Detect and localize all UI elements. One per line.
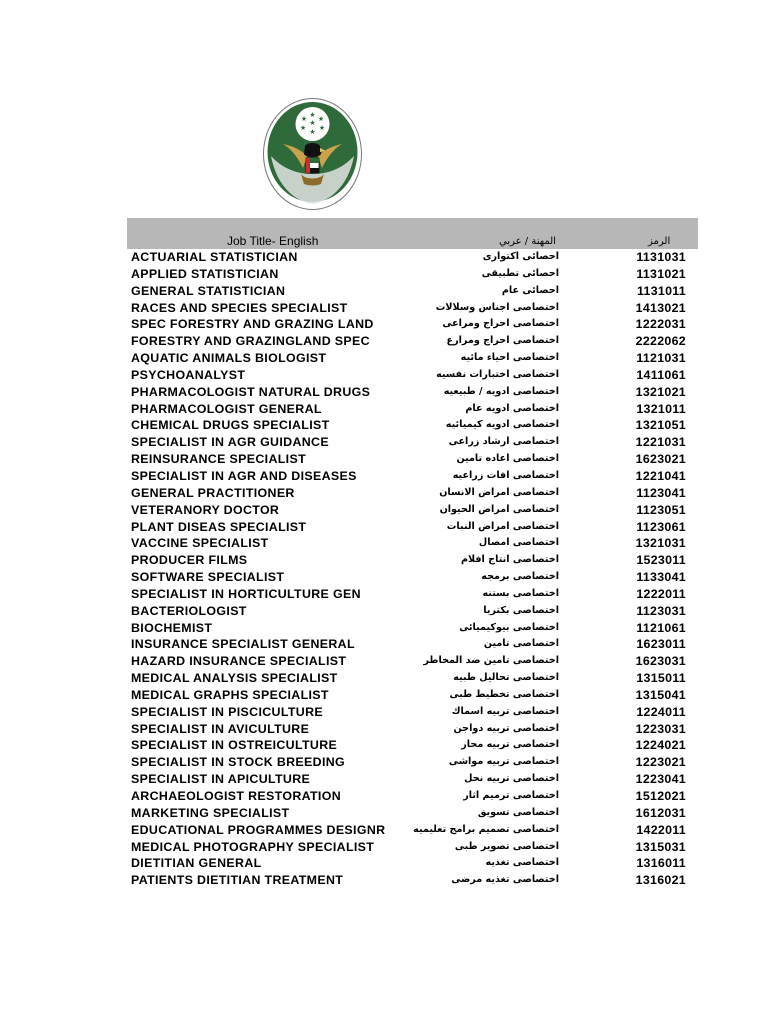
job-title-english: MEDICAL GRAPHS SPECIALIST [131, 687, 329, 702]
job-title-english: PLANT DISEAS SPECIALIST [131, 519, 307, 534]
table-row [127, 485, 698, 502]
job-title-arabic: اختصاصى ادويه كيميائيه [445, 419, 559, 431]
table-row [127, 519, 698, 536]
job-code: 2222062 [635, 334, 686, 349]
job-title-english: SPECIALIST IN PISCICULTURE [131, 704, 323, 719]
job-code: 1321011 [636, 401, 686, 416]
job-title-arabic: اختصاصى احياء مائيه [460, 352, 559, 364]
job-title-arabic: اختصاصى بستنه [482, 587, 559, 599]
job-title-english: HAZARD INSURANCE SPECIALIST [131, 654, 347, 669]
job-title-english: SPECIALIST IN AGR GUIDANCE [131, 435, 329, 450]
job-title-english: CHEMICAL DRUGS SPECIALIST [131, 418, 330, 433]
job-title-english: SOFTWARE SPECIALIST [131, 570, 285, 585]
job-code: 1131031 [636, 250, 686, 264]
job-title-arabic: اختصاصى امصال [478, 537, 559, 549]
svg-text:★: ★ [309, 119, 316, 127]
job-title-english: BIOCHEMIST [131, 620, 213, 635]
job-title-arabic: اختصاصى تصميم برامج تعليميه [413, 823, 559, 835]
job-code: 1133041 [636, 570, 686, 585]
table-row [127, 721, 698, 738]
job-title-arabic: اختصاصى تامين ضد المخاطر [423, 655, 559, 667]
job-title-english: GENERAL STATISTICIAN [131, 283, 286, 298]
job-title-english: SPECIALIST IN STOCK BREEDING [131, 755, 346, 770]
table-row [127, 754, 698, 771]
job-title-arabic: اختصاصى تربيه مواشى [448, 756, 559, 768]
table-row [127, 333, 698, 350]
job-title-english: SPECIALIST IN AGR AND DISEASES [131, 468, 357, 483]
table-row [127, 266, 698, 283]
job-title-english: PATIENTS DIETITIAN TREATMENT [131, 873, 344, 888]
job-title-arabic: اختصاصى تسويق [477, 806, 559, 818]
table-row [127, 350, 698, 367]
job-code: 1623031 [635, 654, 686, 669]
job-code: 1623011 [636, 637, 686, 652]
job-title-english: PSYCHOANALYST [131, 367, 246, 382]
job-title-arabic: اختصاصى برمجه [481, 571, 559, 583]
job-code: 1623021 [635, 452, 686, 467]
table-row [127, 687, 698, 704]
table-row [127, 653, 698, 670]
job-title-arabic: احصائى تطبيقى [481, 267, 559, 279]
table-header [127, 218, 698, 249]
table-row [127, 822, 698, 839]
job-code: 1321031 [635, 536, 686, 551]
job-code: 1121061 [636, 620, 686, 635]
eagle-head [304, 143, 321, 157]
job-title-arabic: اختصاصى تصوير طبى [454, 840, 559, 852]
job-code: 1223031 [635, 721, 686, 736]
job-title-arabic: اختصاصى تربيه نحل [464, 773, 559, 785]
job-title-english: ARCHAEOLOGIST RESTORATION [131, 789, 341, 803]
table-row [127, 401, 698, 418]
job-title-arabic: اختصاصى افات زراعيه [452, 469, 559, 481]
job-title-english: MEDICAL ANALYSIS SPECIALIST [131, 671, 338, 686]
table-row [127, 283, 698, 300]
job-title-english: APPLIED STATISTICIAN [131, 266, 279, 281]
table-row [127, 552, 698, 569]
job-title-arabic: اختصاصى تربيه اسماك [451, 705, 559, 717]
table-row [127, 737, 698, 754]
table-row [127, 620, 698, 637]
job-title-arabic: اختصاصى تحاليل طبيه [453, 672, 559, 684]
job-title-arabic: اختصاصى اختبارات نفسيه [436, 368, 559, 380]
header-code: الرمز [648, 236, 671, 247]
svg-text:★: ★ [309, 111, 316, 119]
job-code: 1223041 [635, 772, 686, 787]
job-title-arabic: اختصاصى امراض الحيوان [439, 503, 559, 515]
job-title-english: VETERANORY DOCTOR [131, 502, 280, 517]
job-title-english: SPEC FORESTRY AND GRAZING LAND [131, 317, 374, 332]
job-title-arabic: اختصاصى تربيه محار [461, 739, 559, 751]
table-row [127, 805, 698, 822]
table-row [127, 788, 698, 805]
table-row [127, 249, 698, 266]
header-english: Job Title- English [227, 234, 319, 248]
job-code: 1523011 [636, 553, 686, 568]
job-code: 1413021 [635, 300, 686, 315]
job-title-english: GENERAL PRACTITIONER [131, 485, 295, 500]
job-title-arabic: اختصاصى ترميم اثار [463, 790, 559, 801]
job-code: 1321051 [635, 418, 686, 433]
job-title-arabic: احصائى اكتوارى [482, 251, 559, 262]
job-code: 1121031 [636, 351, 686, 366]
job-title-english: MARKETING SPECIALIST [131, 805, 290, 820]
job-title-arabic: اختصاصى تامين [483, 638, 559, 650]
table-row [127, 872, 698, 889]
job-code: 1123051 [636, 502, 686, 517]
job-title-arabic: اختصاصى تخطيط طبى [449, 688, 559, 700]
job-code: 1411061 [636, 367, 686, 382]
job-title-arabic: اختصاصى امراض الانسان [439, 486, 559, 498]
table-row [127, 704, 698, 721]
job-title-arabic: اختصاصى بيوكيميائى [459, 621, 559, 633]
job-code: 1123041 [636, 485, 686, 500]
header-arabic: المهنة / عربي [499, 236, 556, 247]
job-title-arabic: اختصاصى امراض النبات [446, 520, 559, 532]
job-code: 1224021 [635, 738, 686, 753]
table-row [127, 367, 698, 384]
job-title-english: AQUATIC ANIMALS BIOLOGIST [131, 351, 327, 366]
table-row [127, 316, 698, 333]
job-code: 1512021 [635, 789, 686, 803]
job-title-arabic: اختصاصى ادويه عام [465, 402, 559, 414]
table-row [127, 468, 698, 485]
job-title-arabic: احصائى عام [501, 284, 559, 296]
job-title-english: SPECIALIST IN APICULTURE [131, 772, 311, 787]
table-row [127, 839, 698, 856]
table-row [127, 569, 698, 586]
table-row [127, 771, 698, 788]
job-code: 1315011 [636, 671, 686, 686]
table-row [127, 855, 698, 872]
svg-text:★: ★ [309, 128, 316, 136]
job-title-english: PHARMACOLOGIST NATURAL DRUGS [131, 384, 371, 399]
job-title-arabic: اختصاصى ارشاد زراعى [448, 436, 559, 448]
table-row [127, 384, 698, 401]
table-body [127, 249, 698, 889]
table-row [127, 451, 698, 468]
job-title-arabic: اختصاصى ادويه / طبيعيه [443, 385, 559, 397]
svg-text:★: ★ [300, 115, 308, 123]
job-title-arabic: اختصاصى تغذيه [485, 857, 559, 869]
eagle-emblem-icon [263, 98, 362, 210]
job-code: 1315031 [635, 839, 686, 854]
job-title-arabic: اختصاصى اعاده تامين [456, 453, 559, 465]
table-row [127, 417, 698, 434]
table-row [127, 535, 698, 552]
job-title-english: VACCINE SPECIALIST [131, 536, 269, 551]
job-code: 1221041 [635, 468, 686, 483]
svg-text:★: ★ [318, 124, 326, 132]
job-title-arabic: اختصاصى احراج ومراعى [442, 318, 559, 330]
job-title-english: SPECIALIST IN HORTICULTURE GEN [131, 586, 361, 601]
table-row [127, 636, 698, 653]
job-code: 1222031 [635, 317, 686, 332]
table-row [127, 670, 698, 687]
job-title-english: DIETITIAN GENERAL [131, 856, 262, 871]
job-title-english: SPECIALIST IN AVICULTURE [131, 721, 310, 736]
table-row [127, 434, 698, 451]
job-code: 1422011 [636, 822, 686, 837]
table-row [127, 586, 698, 603]
job-title-english: MEDICAL PHOTOGRAPHY SPECIALIST [131, 839, 375, 854]
job-title-english: SPECIALIST IN OSTREICULTURE [131, 738, 338, 753]
job-title-english: FORESTRY AND GRAZINGLAND SPEC [131, 334, 370, 349]
job-title-arabic: اختصاصى اجناس وسلالات [435, 301, 559, 313]
job-code: 1224011 [636, 704, 686, 719]
job-title-english: ACTUARIAL STATISTICIAN [131, 250, 298, 264]
job-title-arabic: اختصاصى انتاج افلام [460, 554, 559, 566]
job-code: 1123031 [636, 603, 686, 618]
job-title-english: RACES AND SPECIES SPECIALIST [131, 300, 348, 315]
job-title-arabic: اختصاصى احراج ومرارع [446, 335, 559, 347]
job-code: 1131011 [637, 283, 686, 298]
job-code: 1221031 [635, 435, 686, 450]
table-row [127, 502, 698, 519]
job-title-arabic: اختصاصى تربيه دواجن [453, 722, 559, 734]
job-code: 1316011 [636, 856, 686, 871]
job-title-arabic: اختصاصى بكتريا [483, 604, 559, 616]
job-code: 1612031 [635, 805, 686, 820]
svg-text:★: ★ [299, 124, 307, 132]
job-code: 1315041 [635, 687, 686, 702]
emblem-logo [263, 98, 362, 210]
job-titles-table [127, 218, 698, 889]
table-row [127, 300, 698, 317]
job-title-english: PRODUCER FILMS [131, 553, 248, 568]
job-code: 1222011 [636, 586, 686, 601]
job-title-arabic: اختصاصى تغذيه مرضى [451, 874, 559, 886]
job-code: 1321021 [635, 384, 686, 399]
job-code: 1316021 [635, 873, 686, 888]
job-title-english: PHARMACOLOGIST GENERAL [131, 401, 322, 416]
job-code: 1223021 [635, 755, 686, 770]
job-title-english: REINSURANCE SPECIALIST [131, 452, 306, 467]
svg-text:★: ★ [317, 115, 325, 123]
job-title-english: BACTERIOLOGIST [131, 603, 247, 618]
job-title-english: INSURANCE SPECIALIST GENERAL [131, 637, 355, 652]
job-code: 1123061 [636, 519, 686, 534]
table-row [127, 603, 698, 620]
job-title-english: EDUCATIONAL PROGRAMMES DESIGNR [131, 822, 386, 837]
job-code: 1131021 [636, 266, 686, 281]
